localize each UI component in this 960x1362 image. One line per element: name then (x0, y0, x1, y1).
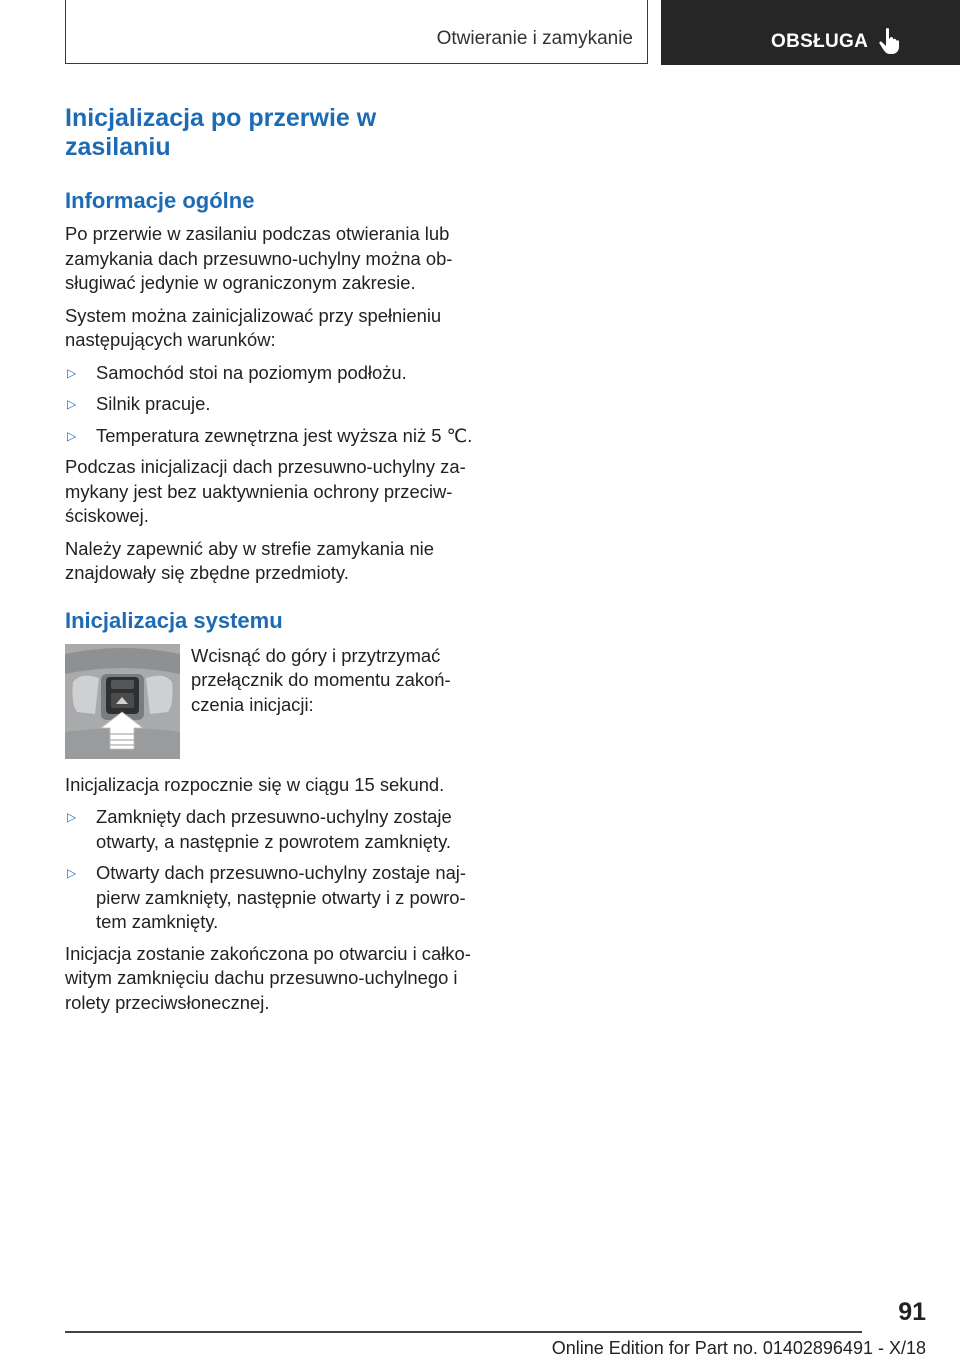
roof-switch-image (65, 644, 180, 759)
general-paragraph-2: System można zainicjalizować przy spełnieniu następujących warunków: (65, 304, 442, 350)
outcome-text: Otwarty dach przesuwno-uchylny zostaje naj- pierw zamknięty, następnie otwarty i z powro- tem zamknięty. (96, 862, 467, 932)
system-paragraph-2: Inicjacja zostanie zakończona po otwarciu i całko- witym zamknięciu dachu przesuwno-uchylnego i rolety przeciwsłonecznej. (65, 942, 471, 1013)
list-item (65, 424, 485, 449)
switch-instruction: Wcisnąć do góry i przytrzymać przełącznik do momentu zakoń- czenia inicjacji: (191, 644, 451, 715)
outcome-text: Zamknięty dach przesuwno-uchylny zostaje otwarty, a następnie z powrotem zamknięty. (96, 806, 452, 852)
pointing-hand-icon (878, 27, 904, 55)
chapter-title: Otwieranie i zamykanie (436, 28, 633, 49)
main-content (65, 104, 485, 1015)
triangle-bullet-icon: ▷ (67, 365, 77, 380)
outcomes-list (65, 805, 485, 935)
list-item (65, 392, 485, 417)
edition-footer: Online Edition for Part no. 01402896491 - X/18 (551, 1338, 926, 1358)
triangle-bullet-icon: ▷ (67, 810, 77, 824)
section-label: OBSŁUGA (771, 31, 869, 52)
condition-text: Samochód stoi na poziomym podłożu. (96, 361, 407, 383)
general-info-heading: Informacje ogólne (65, 188, 255, 213)
page-title: Inicjalizacja po przerwie w zasilaniu (65, 104, 377, 161)
condition-text: Temperatura zewnętrzna jest wyższa niż 5 ℃. (96, 424, 473, 446)
list-item (65, 361, 485, 386)
triangle-bullet-icon: ▷ (67, 428, 77, 443)
roof-switch-illustration (65, 644, 180, 759)
condition-text: Silnik pracuje. (96, 393, 211, 414)
list-item (65, 861, 485, 935)
conditions-list (65, 361, 485, 449)
page-number: 91 (898, 1298, 926, 1326)
instruction-figure-row (65, 644, 485, 759)
list-item (65, 805, 485, 854)
system-paragraph-1: Inicjalizacja rozpocznie się w ciągu 15 sekund. (65, 773, 445, 795)
general-paragraph-1: Po przerwie w zasilaniu podczas otwierania lub zamykania dach przesuwno-uchylny można ob- sługiwać jedynie w ograniczonym zakresie. (65, 223, 453, 293)
chapter-header (65, 0, 648, 64)
triangle-bullet-icon: ▷ (67, 397, 77, 411)
footer-divider (65, 1331, 862, 1333)
general-paragraph-4: Należy zapewnić aby w strefie zamykania nie znajdowały się zbędne przedmioty. (65, 537, 434, 583)
general-paragraph-3: Podczas inicjalizacji dach przesuwno-uchylny za- mykany jest bez uaktywnienia ochrony przeciw- ściskowej. (65, 456, 466, 526)
system-init-heading: Inicjalizacja systemu (65, 607, 283, 633)
section-tab (661, 0, 960, 65)
triangle-bullet-icon: ▷ (67, 866, 77, 880)
